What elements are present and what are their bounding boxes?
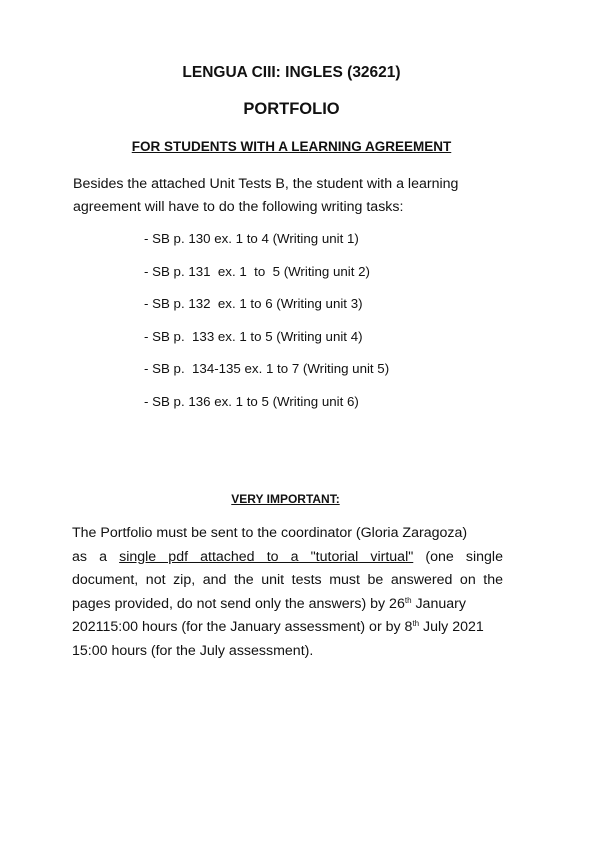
- list-item: - SB p. 132 ex. 1 to 6 (Writing unit 3): [144, 296, 363, 311]
- list-item: - SB p. 131 ex. 1 to 5 (Writing unit 2): [144, 263, 370, 279]
- intro-line: Besides the attached Unit Tests B, the student with a learning: [73, 176, 459, 192]
- submission-format: single pdf attached to a "tutorial virtual": [119, 548, 414, 565]
- ordinal-suffix: th: [404, 595, 412, 605]
- notice-text: July 2021: [419, 619, 484, 635]
- notice-line: [72, 546, 503, 570]
- notice-line: The Portfolio must be sent to the coordinator (Gloria Zaragoza): [72, 525, 468, 541]
- notice-text: (one single: [425, 548, 503, 565]
- notice-line: [72, 616, 503, 640]
- writing-task-list: [144, 229, 389, 424]
- ordinal-suffix: th: [412, 619, 420, 628]
- notice-line: 15:00 hours (for the July assessment).: [72, 642, 314, 659]
- document-title: LENGUA CIII: INGLES (32621): [182, 64, 401, 81]
- list-item: - SB p. 133 ex. 1 to 5 (Writing unit 4): [144, 328, 363, 344]
- notice-line: document, not zip, and the unit tests must be answered on the: [72, 572, 503, 588]
- list-item: - SB p. 134-135 ex. 1 to 7 (Writing unit 5): [144, 361, 390, 376]
- intro-line: agreement will have to do the following writing tasks:: [73, 199, 404, 215]
- list-item: - SB p. 130 ex. 1 to 4 (Writing unit 1): [144, 231, 359, 246]
- notice-text: January: [411, 595, 466, 612]
- intro-paragraph: [73, 173, 513, 219]
- notice-text: pages provided, do not send only the answers) by 26: [72, 595, 405, 612]
- section-heading: FOR STUDENTS WITH A LEARNING AGREEMENT: [131, 139, 452, 154]
- notice-text: 202115:00 hours (for the January assessment) or by 8: [72, 619, 413, 635]
- document-subtitle: PORTFOLIO: [243, 100, 340, 118]
- list-item: - SB p. 136 ex. 1 to 5 (Writing unit 6): [144, 393, 359, 409]
- notice-paragraph: [72, 522, 503, 663]
- notice-line: [72, 593, 503, 617]
- important-heading: VERY IMPORTANT:: [231, 492, 340, 506]
- notice-text: as a: [72, 548, 107, 565]
